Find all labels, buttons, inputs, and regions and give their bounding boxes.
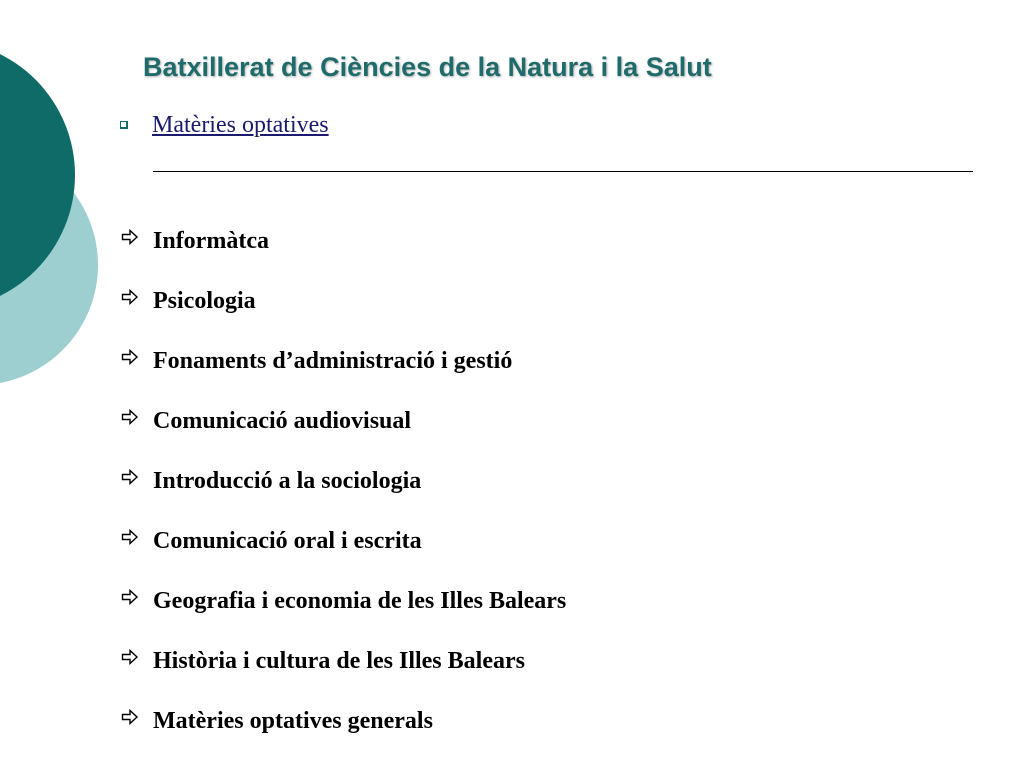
- outline-arrow-right-icon: [120, 348, 140, 366]
- outline-arrow-right-icon: [120, 708, 140, 726]
- outline-arrow-right-icon: [120, 288, 140, 306]
- outline-arrow-right-icon: [120, 588, 140, 606]
- subject-item-label: Introducció a la sociologia: [153, 468, 422, 494]
- outline-arrow-right-icon: [120, 468, 140, 486]
- subject-item-label: Psicologia: [153, 288, 256, 314]
- subject-item-label: Comunicació audiovisual: [153, 408, 412, 434]
- subject-item-label: Geografia i economia de les Illes Balears: [153, 588, 567, 614]
- subject-item-label: Comunicació oral i escrita: [153, 528, 422, 554]
- horizontal-divider: [153, 171, 973, 172]
- slide-title: Batxillerat de Ciències de la Natura i la Salut: [143, 52, 712, 82]
- outline-arrow-right-icon: [120, 528, 140, 546]
- outline-arrow-right-icon: [120, 408, 140, 426]
- outline-arrow-right-icon: [120, 228, 140, 246]
- subject-item-label: Fonaments d’administració i gestió: [153, 348, 513, 374]
- hollow-square-bullet-icon: [120, 121, 128, 129]
- decorative-circles: [0, 0, 110, 420]
- subject-item-label: Matèries optatives generals: [153, 708, 433, 734]
- outline-arrow-right-icon: [120, 648, 140, 666]
- subject-item-label: Història i cultura de les Illes Balears: [153, 648, 525, 674]
- section-link-materies-optatives[interactable]: Matèries optatives: [152, 112, 329, 138]
- subject-item-label: Informàtca: [153, 228, 269, 254]
